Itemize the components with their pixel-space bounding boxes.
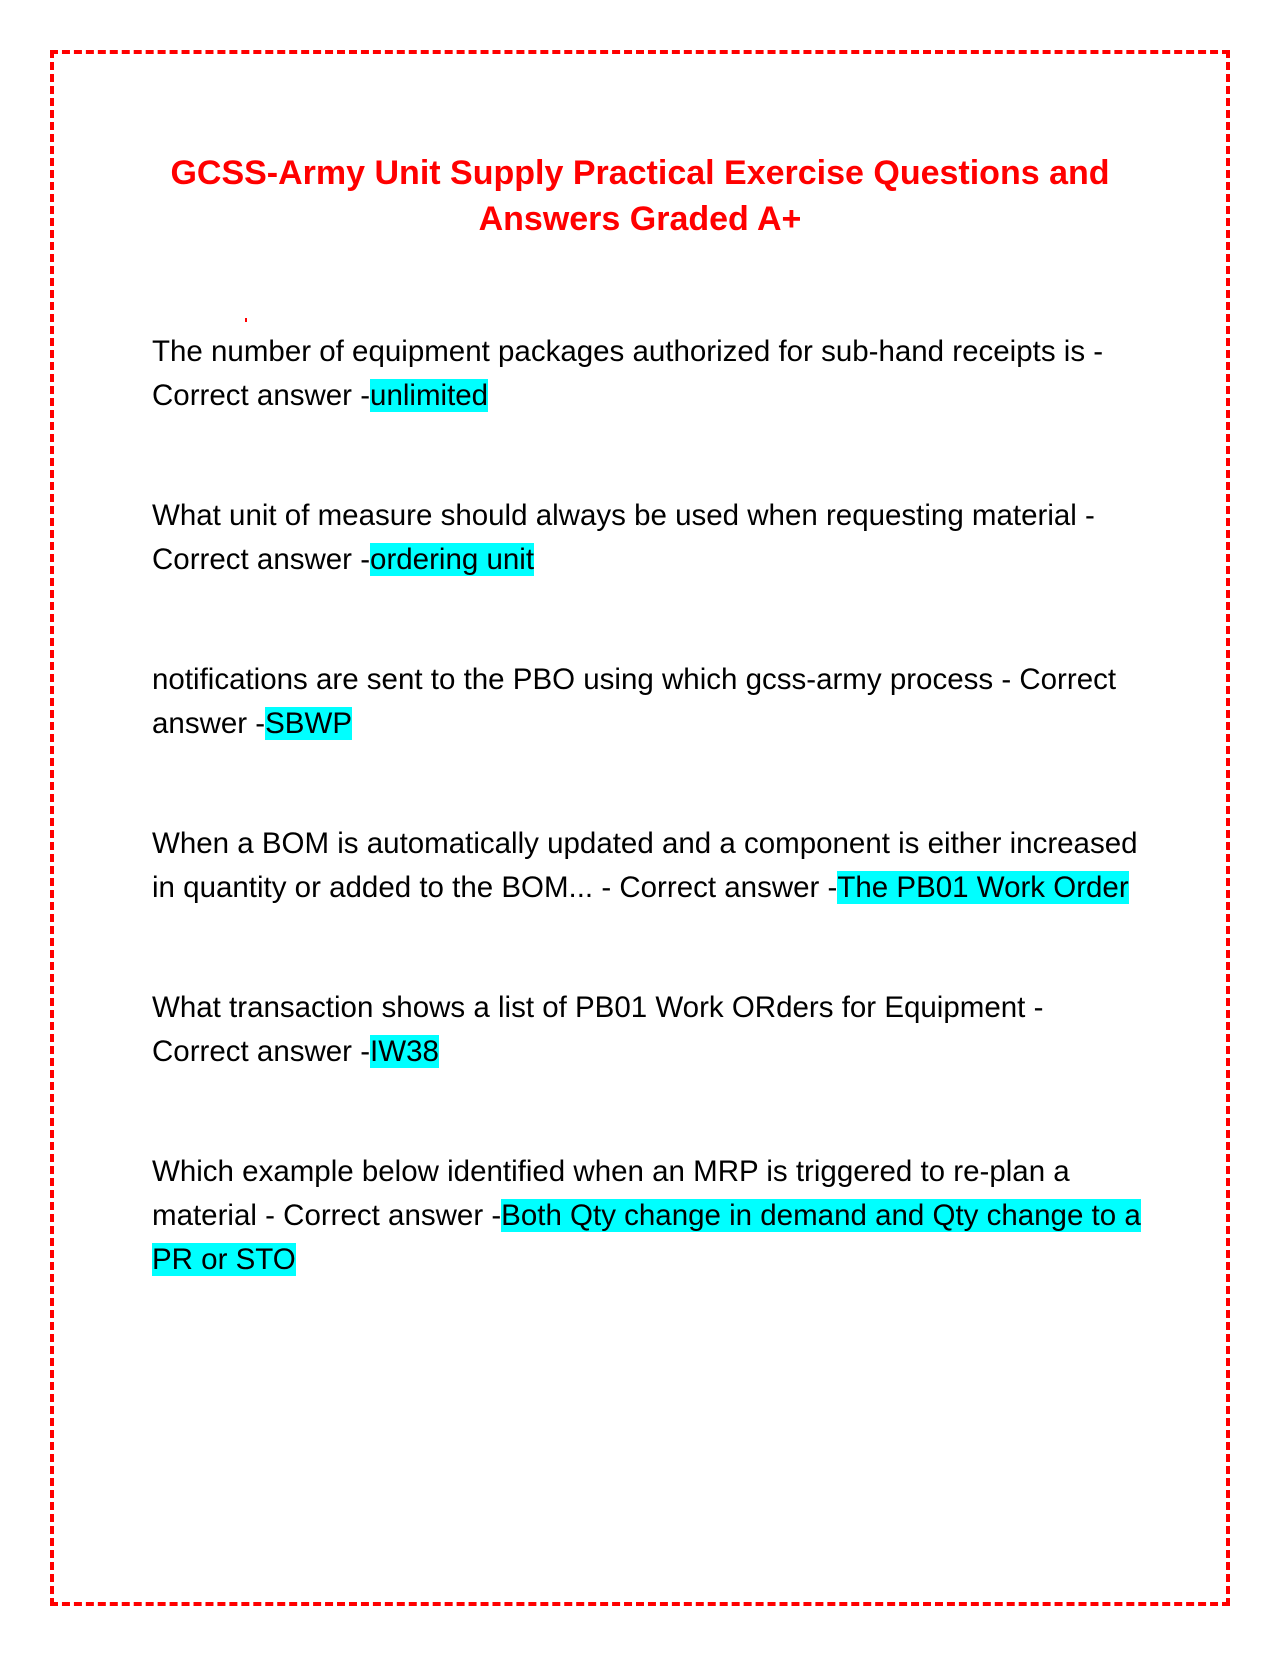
answer-prefix: - Correct answer - [601,871,838,904]
question-text: Which example below identified when an MRP is triggered to re-plan a material [152,1155,1070,1232]
qa-item-4 [152,822,1142,910]
answer-prefix: - Correct answer - [152,991,1044,1068]
question-text: notifications are sent to the PBO using which gcss-army process [152,663,994,696]
qa-item-5 [152,986,1142,1074]
answer-prefix: - Correct answer - [152,499,1095,576]
qa-item-3 [152,658,1142,746]
answer-highlight: The PB01 Work Order [837,871,1129,904]
qa-item-2 [152,494,1142,582]
answer-prefix: - Correct answer - [265,1199,502,1232]
qa-list [152,330,1142,1358]
answer-highlight: ordering unit [370,543,535,576]
answer-highlight: IW38 [370,1035,439,1068]
question-text: What transaction shows a list of PB01 Work ORders for Equipment [152,991,1026,1024]
answer-prefix: - Correct answer - [152,663,1117,740]
qa-item-1 [152,330,1142,418]
question-text: When a BOM is automatically updated and a component is either increased in quantity or added to the BOM... [152,827,1138,904]
answer-highlight: SBWP [265,707,352,740]
document-title: GCSS-Army Unit Supply Practical Exercise Questions and Answers Graded A+ [170,154,1110,238]
question-text: What unit of measure should always be used when requesting material [152,499,1077,532]
stray-mark [245,318,247,322]
answer-highlight: unlimited [370,379,489,412]
answer-prefix: - Correct answer - [152,335,1104,412]
qa-item-6 [152,1150,1142,1282]
question-text: The number of equipment packages authorized for sub-hand receipts is [152,335,1086,368]
answer-highlight: Both Qty change in demand and Qty change to a PR or STO [152,1199,1141,1276]
